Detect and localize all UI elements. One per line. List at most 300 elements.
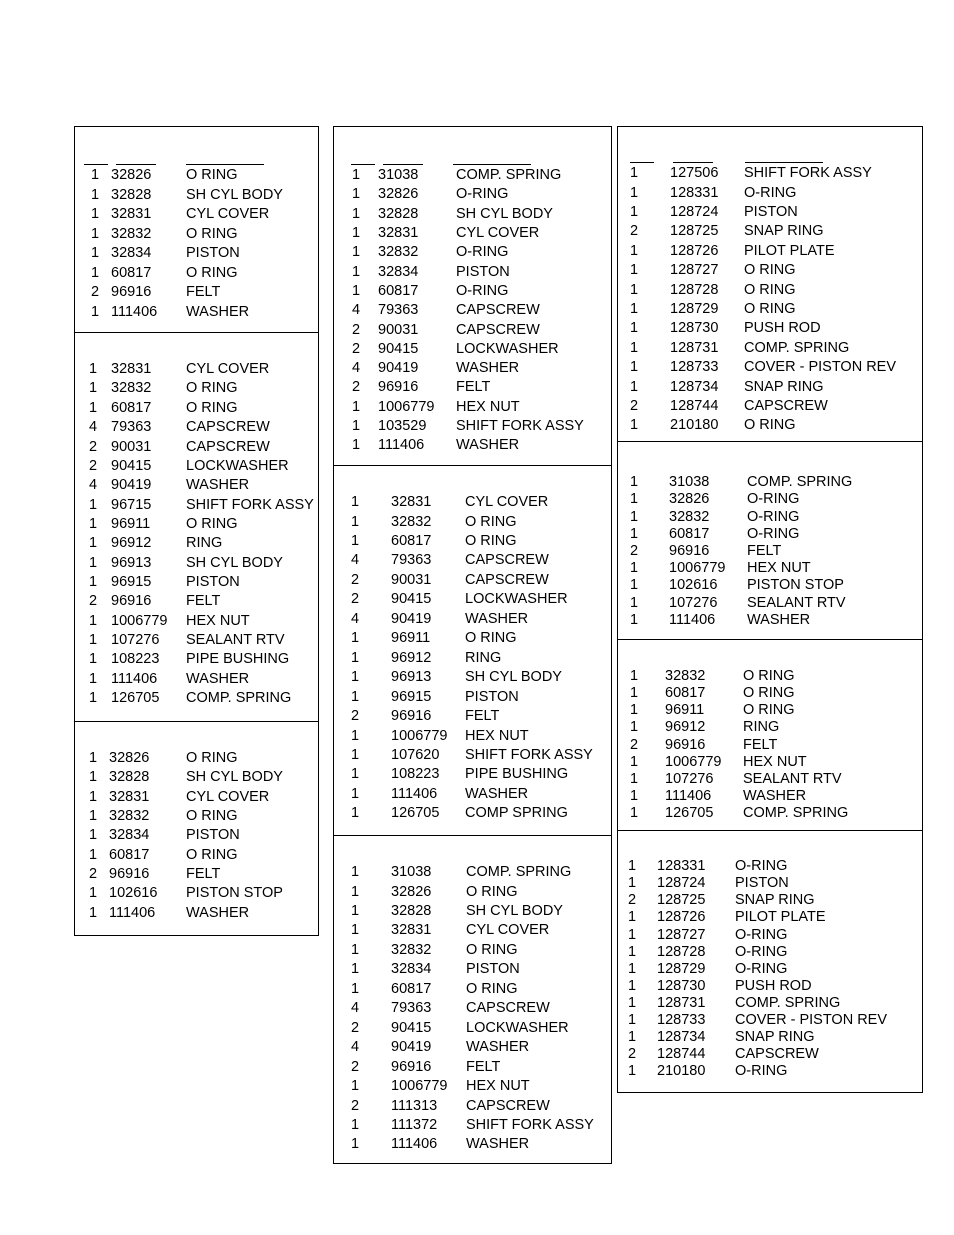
quantity: 1 bbox=[351, 513, 360, 530]
description: O RING bbox=[744, 281, 796, 298]
description: O RING bbox=[186, 225, 238, 242]
description: SH CYL BODY bbox=[465, 669, 562, 686]
quantity: 2 bbox=[89, 865, 98, 882]
description: WASHER bbox=[466, 1039, 530, 1056]
quantity: 1 bbox=[91, 225, 100, 242]
quantity: 1 bbox=[351, 1116, 360, 1133]
description: O RING bbox=[186, 515, 238, 532]
part-number: 32826 bbox=[111, 167, 152, 184]
part-number: 1006779 bbox=[665, 753, 722, 770]
quantity: 1 bbox=[630, 165, 639, 182]
description: O RING bbox=[744, 300, 796, 317]
description: O RING bbox=[186, 264, 238, 281]
quantity: 1 bbox=[630, 560, 639, 577]
part-number: 128744 bbox=[657, 1046, 706, 1063]
description: HEX NUT bbox=[466, 1078, 530, 1095]
part-number: 96915 bbox=[391, 688, 432, 705]
part-number: 128727 bbox=[657, 926, 706, 943]
part-number: 90031 bbox=[378, 321, 419, 338]
quantity: 1 bbox=[351, 727, 360, 744]
description: CYL COVER bbox=[456, 225, 540, 242]
description: O RING bbox=[466, 883, 518, 900]
quantity: 1 bbox=[351, 922, 360, 939]
quantity: 2 bbox=[628, 1046, 637, 1063]
description: CAPSCREW bbox=[456, 302, 540, 319]
quantity: 1 bbox=[89, 535, 98, 552]
description: O-RING bbox=[744, 184, 797, 201]
description: LOCKWASHER bbox=[466, 1019, 569, 1036]
quantity: 4 bbox=[352, 360, 361, 377]
part-number: 90419 bbox=[391, 1039, 432, 1056]
description: PISTON STOP bbox=[747, 577, 844, 594]
part-number: 32831 bbox=[109, 788, 150, 805]
part-number: 90419 bbox=[391, 610, 432, 627]
parts-group bbox=[618, 127, 922, 441]
quantity: 1 bbox=[351, 883, 360, 900]
description: O-RING bbox=[735, 1063, 788, 1080]
qty-header-rule bbox=[84, 164, 108, 165]
part-number: 96915 bbox=[111, 573, 152, 590]
quantity: 1 bbox=[352, 205, 361, 222]
part-number: 128724 bbox=[670, 203, 719, 220]
quantity: 1 bbox=[351, 688, 360, 705]
quantity: 2 bbox=[351, 1097, 360, 1114]
quantity: 1 bbox=[628, 926, 637, 943]
quantity: 1 bbox=[91, 303, 100, 320]
part-number: 107620 bbox=[391, 746, 440, 763]
part-number: 90419 bbox=[111, 477, 152, 494]
quantity: 1 bbox=[89, 612, 98, 629]
description: FELT bbox=[456, 379, 491, 396]
description: PIPE BUSHING bbox=[465, 766, 569, 783]
part-number: 32828 bbox=[378, 205, 419, 222]
parts-group bbox=[75, 127, 318, 332]
quantity: 1 bbox=[352, 186, 361, 203]
part-number: 128725 bbox=[657, 892, 706, 909]
description: RING bbox=[743, 719, 780, 736]
quantity: 1 bbox=[630, 339, 639, 356]
description: WASHER bbox=[465, 610, 529, 627]
quantity: 1 bbox=[351, 1136, 360, 1153]
quantity: 1 bbox=[89, 904, 98, 921]
part-number: 60817 bbox=[669, 525, 710, 542]
quantity: 2 bbox=[352, 321, 361, 338]
description: O RING bbox=[186, 399, 238, 416]
quantity: 2 bbox=[628, 892, 637, 909]
part-number: 128734 bbox=[670, 378, 719, 395]
part-number: 128744 bbox=[670, 397, 719, 414]
part-number: 128726 bbox=[670, 242, 719, 259]
quantity: 1 bbox=[630, 359, 639, 376]
part-number: 111406 bbox=[109, 904, 156, 921]
description: FELT bbox=[743, 736, 778, 753]
part-number: 31038 bbox=[378, 167, 419, 184]
part-number: 32832 bbox=[378, 244, 419, 261]
column-right bbox=[617, 126, 923, 1093]
part-number: 96916 bbox=[111, 593, 152, 610]
description: SH CYL BODY bbox=[466, 903, 563, 920]
quantity: 1 bbox=[351, 746, 360, 763]
part-number: 108223 bbox=[391, 766, 440, 783]
description: FELT bbox=[186, 284, 221, 301]
part-number: 60817 bbox=[111, 264, 152, 281]
description: SH CYL BODY bbox=[456, 205, 553, 222]
quantity: 1 bbox=[89, 399, 98, 416]
part-number: 32834 bbox=[109, 827, 150, 844]
part-number: 79363 bbox=[378, 302, 419, 319]
quantity: 1 bbox=[628, 875, 637, 892]
part-number: 111406 bbox=[665, 787, 712, 804]
description: O RING bbox=[743, 685, 795, 702]
part-number: 128728 bbox=[670, 281, 719, 298]
quantity: 2 bbox=[352, 340, 361, 357]
quantity: 4 bbox=[352, 302, 361, 319]
quantity: 1 bbox=[628, 1063, 637, 1080]
quantity: 1 bbox=[352, 244, 361, 261]
quantity: 1 bbox=[628, 1029, 637, 1046]
quantity: 2 bbox=[91, 284, 100, 301]
description: O RING bbox=[186, 750, 238, 767]
quantity: 2 bbox=[351, 571, 360, 588]
description: O RING bbox=[744, 262, 796, 279]
quantity: 1 bbox=[89, 573, 98, 590]
quantity: 1 bbox=[630, 804, 639, 821]
part-number: 60817 bbox=[665, 685, 706, 702]
quantity: 2 bbox=[630, 397, 639, 414]
description: O RING bbox=[186, 846, 238, 863]
part-number: 32832 bbox=[665, 668, 706, 685]
part-number: 96916 bbox=[391, 708, 432, 725]
part-number: 126705 bbox=[391, 805, 440, 822]
quantity: 4 bbox=[351, 610, 360, 627]
quantity: 1 bbox=[630, 184, 639, 201]
part-number: 32831 bbox=[111, 361, 152, 378]
quantity: 1 bbox=[352, 398, 361, 415]
quantity: 2 bbox=[352, 379, 361, 396]
parts-group bbox=[618, 830, 922, 1092]
quantity: 1 bbox=[630, 474, 639, 491]
quantity: 2 bbox=[89, 593, 98, 610]
description: RING bbox=[465, 649, 502, 666]
description: O-RING bbox=[747, 491, 800, 508]
description: COMP. SPRING bbox=[186, 690, 292, 707]
quantity: 1 bbox=[91, 245, 100, 262]
quantity: 1 bbox=[352, 263, 361, 280]
part-number: 32834 bbox=[378, 263, 419, 280]
quantity: 1 bbox=[628, 960, 637, 977]
description: PISTON STOP bbox=[186, 885, 283, 902]
quantity: 4 bbox=[351, 1000, 360, 1017]
description: COMP. SPRING bbox=[466, 864, 572, 881]
part-number: 90415 bbox=[391, 591, 432, 608]
part-number: 32831 bbox=[391, 922, 432, 939]
quantity: 1 bbox=[91, 186, 100, 203]
part-number: 32828 bbox=[109, 769, 150, 786]
part-number: 96911 bbox=[111, 515, 151, 532]
quantity: 1 bbox=[89, 632, 98, 649]
quantity: 2 bbox=[630, 542, 639, 559]
description: CYL COVER bbox=[466, 922, 550, 939]
part-number: 90415 bbox=[391, 1019, 432, 1036]
part-number: 1006779 bbox=[391, 727, 448, 744]
part-number: 128733 bbox=[670, 359, 719, 376]
description: O RING bbox=[186, 808, 238, 825]
description: COMP. SPRING bbox=[747, 474, 853, 491]
description: PISTON bbox=[186, 245, 240, 262]
part-number: 79363 bbox=[391, 552, 432, 569]
quantity: 1 bbox=[89, 515, 98, 532]
part-number: 1006779 bbox=[378, 398, 435, 415]
quantity: 1 bbox=[89, 496, 98, 513]
part-number: 60817 bbox=[111, 399, 152, 416]
quantity: 4 bbox=[351, 552, 360, 569]
qty-header-rule bbox=[351, 164, 375, 165]
description: WASHER bbox=[466, 1136, 530, 1153]
quantity: 1 bbox=[89, 651, 98, 668]
quantity: 1 bbox=[351, 980, 360, 997]
part-number: 32828 bbox=[111, 186, 152, 203]
part-number: 32831 bbox=[391, 494, 432, 511]
quantity: 1 bbox=[89, 380, 98, 397]
description: LOCKWASHER bbox=[186, 457, 289, 474]
part-number: 210180 bbox=[670, 417, 719, 434]
description: CYL COVER bbox=[186, 206, 270, 223]
quantity: 2 bbox=[351, 591, 360, 608]
part-number: 32832 bbox=[391, 513, 432, 530]
part-number: 111406 bbox=[111, 670, 158, 687]
description: O-RING bbox=[456, 282, 509, 299]
quantity: 1 bbox=[630, 719, 639, 736]
description: SNAP RING bbox=[735, 1029, 815, 1046]
part-number: 96911 bbox=[391, 630, 431, 647]
quantity: 1 bbox=[91, 206, 100, 223]
part-number: 60817 bbox=[109, 846, 150, 863]
quantity: 4 bbox=[351, 1039, 360, 1056]
description: COMP. SPRING bbox=[456, 167, 562, 184]
quantity: 1 bbox=[351, 669, 360, 686]
quantity: 1 bbox=[630, 417, 639, 434]
description: COVER - PISTON REV bbox=[744, 359, 897, 376]
description: RING bbox=[186, 535, 223, 552]
quantity: 1 bbox=[630, 577, 639, 594]
part-number: 32832 bbox=[391, 941, 432, 958]
parts-group bbox=[334, 835, 611, 1163]
description: SEALANT RTV bbox=[747, 594, 846, 611]
part-number: 107276 bbox=[669, 594, 718, 611]
part-number: 96715 bbox=[111, 496, 152, 513]
description: O RING bbox=[186, 167, 238, 184]
qty-header-rule bbox=[630, 162, 654, 163]
description: SEALANT RTV bbox=[186, 632, 285, 649]
part-number: 32832 bbox=[109, 808, 150, 825]
description: O-RING bbox=[735, 943, 788, 960]
description: FELT bbox=[466, 1058, 501, 1075]
column-left bbox=[74, 126, 319, 936]
part-number: 96916 bbox=[111, 284, 152, 301]
part-number: 90415 bbox=[111, 457, 152, 474]
quantity: 1 bbox=[630, 508, 639, 525]
quantity: 1 bbox=[628, 943, 637, 960]
description: WASHER bbox=[186, 477, 250, 494]
description: LOCKWASHER bbox=[465, 591, 568, 608]
quantity: 1 bbox=[630, 320, 639, 337]
description: SHIFT FORK ASSY bbox=[744, 165, 872, 182]
quantity: 1 bbox=[351, 805, 360, 822]
quantity: 1 bbox=[630, 525, 639, 542]
description: PUSH ROD bbox=[744, 320, 821, 337]
part-number: 79363 bbox=[111, 419, 152, 436]
part-number: 128726 bbox=[657, 909, 706, 926]
description: O RING bbox=[466, 980, 518, 997]
quantity: 1 bbox=[630, 702, 639, 719]
part-number: 107276 bbox=[665, 770, 714, 787]
part-number-header-rule bbox=[116, 164, 156, 165]
part-number: 128731 bbox=[657, 994, 706, 1011]
part-number: 96913 bbox=[111, 554, 152, 571]
description: PILOT PLATE bbox=[744, 242, 835, 259]
quantity: 1 bbox=[628, 977, 637, 994]
description-header-rule bbox=[453, 164, 531, 165]
quantity: 1 bbox=[352, 418, 361, 435]
part-number: 102616 bbox=[109, 885, 158, 902]
parts-group bbox=[618, 639, 922, 830]
part-number: 111406 bbox=[111, 303, 158, 320]
description: O-RING bbox=[747, 525, 800, 542]
parts-group bbox=[334, 465, 611, 835]
column-middle bbox=[333, 126, 612, 1164]
quantity: 1 bbox=[630, 491, 639, 508]
part-number: 32832 bbox=[111, 225, 152, 242]
quantity: 1 bbox=[351, 961, 360, 978]
part-number: 96911 bbox=[665, 702, 705, 719]
part-number: 111313 bbox=[391, 1097, 438, 1114]
description: COMP SPRING bbox=[465, 805, 568, 822]
quantity: 1 bbox=[351, 1078, 360, 1095]
part-number: 128728 bbox=[657, 943, 706, 960]
description: O-RING bbox=[735, 960, 788, 977]
description: COMP. SPRING bbox=[744, 339, 850, 356]
description: CYL COVER bbox=[186, 361, 270, 378]
part-number: 107276 bbox=[111, 632, 160, 649]
part-number: 79363 bbox=[391, 1000, 432, 1017]
description: CYL COVER bbox=[186, 788, 270, 805]
part-number: 1006779 bbox=[111, 612, 168, 629]
quantity: 1 bbox=[630, 685, 639, 702]
description: CAPSCREW bbox=[466, 1097, 550, 1114]
part-number: 31038 bbox=[669, 474, 710, 491]
part-number: 96912 bbox=[111, 535, 152, 552]
description: O RING bbox=[466, 941, 518, 958]
part-number: 32831 bbox=[111, 206, 152, 223]
description: O RING bbox=[743, 702, 795, 719]
description: O RING bbox=[465, 513, 517, 530]
parts-group bbox=[75, 721, 318, 935]
quantity: 1 bbox=[352, 167, 361, 184]
quantity: 1 bbox=[628, 858, 637, 875]
description: FELT bbox=[747, 542, 782, 559]
part-number: 96912 bbox=[665, 719, 706, 736]
description: CAPSCREW bbox=[466, 1000, 550, 1017]
quantity: 1 bbox=[630, 594, 639, 611]
description: O-RING bbox=[456, 186, 509, 203]
description: FELT bbox=[465, 708, 500, 725]
description: CAPSCREW bbox=[465, 552, 549, 569]
quantity: 1 bbox=[89, 827, 98, 844]
description: WASHER bbox=[456, 437, 520, 454]
part-number: 96916 bbox=[669, 542, 710, 559]
part-number: 32828 bbox=[391, 903, 432, 920]
part-number: 128724 bbox=[657, 875, 706, 892]
quantity: 1 bbox=[351, 785, 360, 802]
quantity: 2 bbox=[630, 736, 639, 753]
description: CYL COVER bbox=[465, 494, 549, 511]
part-number: 210180 bbox=[657, 1063, 706, 1080]
quantity: 2 bbox=[89, 457, 98, 474]
description: SHIFT FORK ASSY bbox=[466, 1116, 594, 1133]
description: HEX NUT bbox=[743, 753, 807, 770]
description: COMP. SPRING bbox=[743, 804, 849, 821]
description: CAPSCREW bbox=[735, 1046, 819, 1063]
description: SNAP RING bbox=[735, 892, 815, 909]
quantity: 1 bbox=[91, 264, 100, 281]
part-number: 126705 bbox=[665, 804, 714, 821]
description: CAPSCREW bbox=[186, 438, 270, 455]
description: SH CYL BODY bbox=[186, 769, 283, 786]
quantity: 1 bbox=[351, 630, 360, 647]
description: HEX NUT bbox=[186, 612, 250, 629]
quantity: 1 bbox=[89, 788, 98, 805]
quantity: 1 bbox=[630, 611, 639, 628]
part-number: 128731 bbox=[670, 339, 719, 356]
quantity: 1 bbox=[628, 1012, 637, 1029]
description: FELT bbox=[186, 593, 221, 610]
part-number: 1006779 bbox=[391, 1078, 448, 1095]
description: COMP. SPRING bbox=[735, 994, 841, 1011]
part-number: 111406 bbox=[391, 785, 438, 802]
part-number: 128725 bbox=[670, 223, 719, 240]
part-number: 32826 bbox=[109, 750, 150, 767]
quantity: 1 bbox=[89, 846, 98, 863]
description: WASHER bbox=[743, 787, 807, 804]
part-number: 128331 bbox=[670, 184, 719, 201]
description: SHIFT FORK ASSY bbox=[465, 746, 593, 763]
part-number: 1006779 bbox=[669, 560, 726, 577]
description: WASHER bbox=[456, 360, 520, 377]
description: O RING bbox=[186, 380, 238, 397]
description: CAPSCREW bbox=[744, 397, 828, 414]
description: SNAP RING bbox=[744, 378, 824, 395]
description: O-RING bbox=[735, 926, 788, 943]
description-header-rule bbox=[186, 164, 264, 165]
part-number: 108223 bbox=[111, 651, 160, 668]
part-number: 96916 bbox=[378, 379, 419, 396]
quantity: 1 bbox=[630, 787, 639, 804]
quantity: 2 bbox=[89, 438, 98, 455]
part-number: 128730 bbox=[670, 320, 719, 337]
part-number: 103529 bbox=[378, 418, 427, 435]
quantity: 1 bbox=[628, 909, 637, 926]
quantity: 1 bbox=[630, 753, 639, 770]
part-number: 128734 bbox=[657, 1029, 706, 1046]
description: WASHER bbox=[747, 611, 811, 628]
quantity: 1 bbox=[630, 262, 639, 279]
quantity: 1 bbox=[630, 300, 639, 317]
quantity: 4 bbox=[89, 477, 98, 494]
description: WASHER bbox=[186, 303, 250, 320]
part-number: 111406 bbox=[378, 437, 425, 454]
quantity: 1 bbox=[351, 533, 360, 550]
quantity: 2 bbox=[351, 1058, 360, 1075]
